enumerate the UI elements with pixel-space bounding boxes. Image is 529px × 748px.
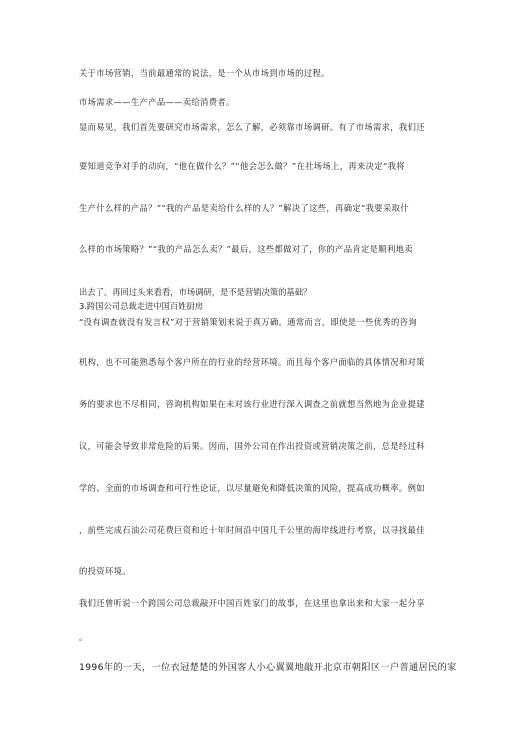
paragraph-line: 。 <box>79 632 88 642</box>
paragraph-line: “没有调查就没有发言权”对于营销策划来说于真万确。通常而言，即使是一些优秀的咨询 <box>79 317 417 327</box>
paragraph-line: 的投资环境。 <box>79 566 131 576</box>
paragraph-line: 显而易见，我们首先要研究市场需求，怎么了解，必须靠市场调研。有了市场需求，我们还 <box>79 122 425 132</box>
paragraph-line: 机构，也不可能熟悉每个客户所在的行业的经营环境。而且每个客户面临的具体情况和对策 <box>79 357 425 367</box>
paragraph-marketing-definition: 关于市场营销，当前最通常的说法，是一个从市场到市场的过程。 <box>79 68 330 78</box>
paragraph-line: 生产什么样的产品？”“我的产品是卖给什么样的人？”解决了这些，再确定“我要采取什 <box>79 203 409 213</box>
section-heading: 3.跨国公司总裁走进中国百姓厨房 <box>79 301 204 311</box>
paragraph-line: 么样的市场策略？”“我的产品怎么卖？”最后，这些都做对了，你的产品肯定是顺利地卖 <box>79 244 413 254</box>
paragraph-line: 出去了。再回过头来看看，市场调研，是不是营销决策的基础？ <box>79 287 312 297</box>
paragraph-line: 务的要求也不尽相同，咨询机构如果在未对该行业进行深入调查之前就想当然地为企业提建 <box>79 399 425 409</box>
paragraph-line: 议，可能会导致非常危险的后果。因而，国外公司在作出投资或营销决策之前，总是经过科 <box>79 441 425 451</box>
paragraph-market-chain: 市场需求——生产产品——卖给消费者。 <box>79 97 235 107</box>
paragraph-line: 要知道竞争对手的动向，“他在做什么？”“他会怎么做？”在社场场上，再来决定“我将 <box>79 161 405 171</box>
paragraph-line: 1996年的一天，一位衣冠楚楚的外国客人小心翼翼地敲开北京市朝阳区一户普通居民的家 <box>79 662 457 673</box>
paragraph-line: ，前些完成石油公司花费巨资和近十年时间沿中国几千公里的海岸线进行考察，以寻找最佳 <box>79 525 425 535</box>
paragraph-line: 学的、全面的市场调查和可行性论证，以尽量避免和降低决策的风险，提高成功概率。例如 <box>79 483 425 493</box>
paragraph-line: 我们还曾听说一个跨国公司总裁敲开中国百姓家门的故事，在这里也拿出来和大家一起分享 <box>79 598 425 608</box>
